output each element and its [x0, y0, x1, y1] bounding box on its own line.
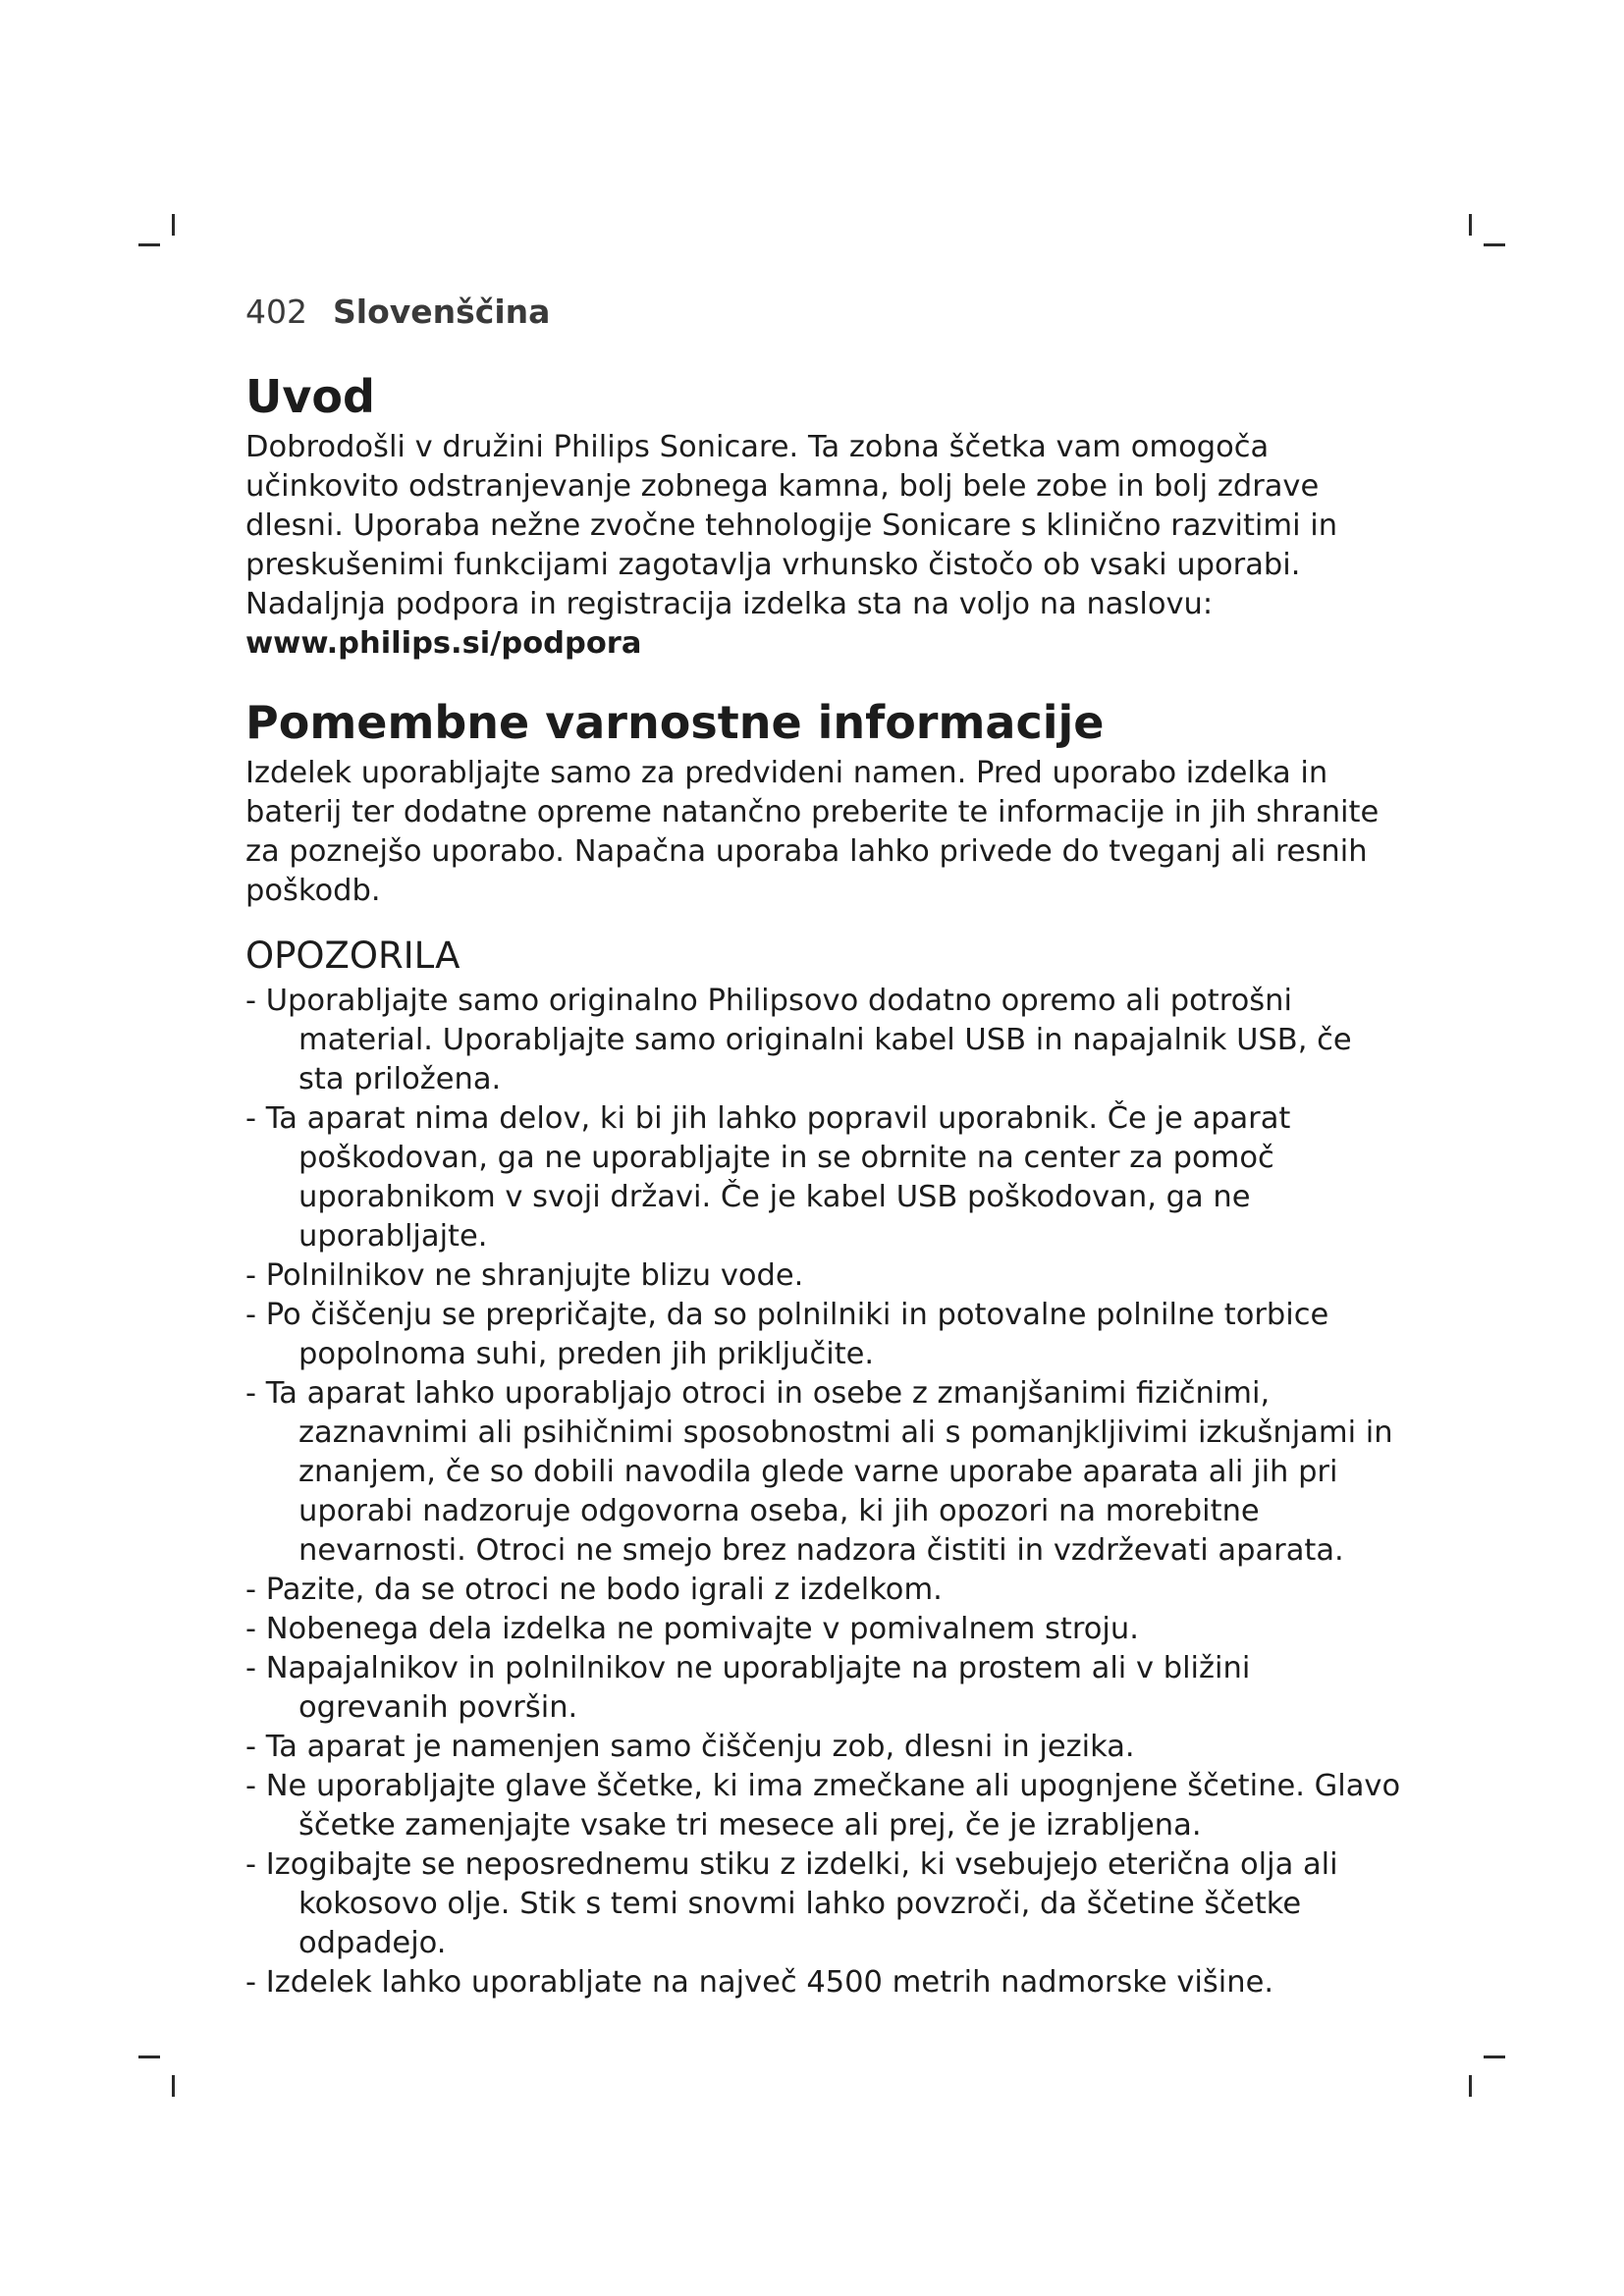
warnings-heading: OPOZORILA: [245, 934, 460, 977]
crop-mark: [138, 2056, 160, 2058]
list-item: - Ta aparat lahko uporabljajo otroci in osebe z zmanjšanimi fizičnimi, zaznavnimi ali psihičnimi sposobnostmi ali s pomanjkljivimi izkušnjami in znanjem, če so dobili navodila glede varne uporabe aparata ali jih pri uporabi nadzoruje odgovorna oseba, ki jih opozori na morebitne nevarnosti. Otroci ne smejo brez nadzora čistiti in vzdrževati aparata.: [245, 1376, 1393, 1568]
list-item: - Pazite, da se otroci ne bodo igrali z izdelkom.: [245, 1573, 943, 1607]
support-url[interactable]: www.philips.si/podpora: [245, 626, 642, 661]
warnings-section: [245, 931, 1404, 2002]
language-label: Slovenščina: [333, 293, 551, 331]
list-item: - Izdelek lahko uporabljate na največ 4500 metrih nadmorske višine.: [245, 1965, 1274, 2000]
list-item: - Napajalnikov in polnilnikov ne uporabljajte na prostem ali v bližini ogrevanih površin.: [245, 1651, 1251, 1725]
safety-text: Izdelek uporabljajte samo za predvideni namen. Pred uporabo izdelka in baterij ter dodatne opreme natančno preberite te informacije in jih shranite za poznejšo uporabo. Napačna uporaba lahko privede do tveganj ali resnih poškodb.: [245, 756, 1380, 908]
list-item: - Nobenega dela izdelka ne pomivajte v pomivalnem stroju.: [245, 1612, 1139, 1646]
crop-mark: [1469, 2075, 1472, 2097]
page-content: [245, 365, 1404, 2002]
intro-section: [245, 365, 1404, 664]
list-item: - Polnilnikov ne shranjujte blizu vode.: [245, 1258, 804, 1293]
page-header: [245, 293, 550, 332]
crop-mark: [1469, 214, 1472, 236]
crop-mark: [172, 214, 175, 236]
list-item: - Ne uporabljajte glave ščetke, ki ima zmečkane ali upognjene ščetine. Glavo ščetke zamenjajte vsake tri mesece ali prej, če je izrabljena.: [245, 1769, 1401, 1842]
list-item: - Ta aparat nima delov, ki bi jih lahko popravil uporabnik. Če je aparat poškodovan, ga ne uporabljajte in se obrnite na center za pomoč uporabnikom v svoji državi. Če je kabel USB poškodovan, ga ne uporabljajte.: [245, 1101, 1291, 1254]
crop-mark: [172, 2075, 175, 2097]
list-item: - Uporabljajte samo originalno Philipsovo dodatno opremo ali potrošni material. Uporabljajte samo originalni kabel USB in napajalnik USB, če sta priložena.: [245, 984, 1352, 1096]
intro-heading: Uvod: [245, 370, 375, 423]
warnings-list: [245, 982, 1404, 2002]
crop-mark: [1484, 2056, 1505, 2058]
list-item: - Ta aparat je namenjen samo čiščenju zob, dlesni in jezika.: [245, 1730, 1135, 1764]
list-item: - Po čiščenju se prepričajte, da so polnilniki in potovalne polnilne torbice popolnoma suhi, preden jih priključite.: [245, 1298, 1329, 1371]
page-number: 402: [245, 293, 307, 331]
safety-section: [245, 691, 1404, 911]
crop-mark: [1484, 243, 1505, 246]
intro-text: Dobrodošli v družini Philips Sonicare. Ta zobna ščetka vam omogoča učinkovito odstranjevanje zobnega kamna, bolj bele zobe in bolj zdrave dlesni. Uporaba nežne zvočne tehnologije Sonicare s klinično razvitimi in preskušenimi funkcijami zagotavlja vrhunsko čistočo ob vsaki uporabi. Nadaljnja podpora in registracija izdelka sta na voljo na naslovu:: [245, 430, 1338, 621]
list-item: - Izogibajte se neposrednemu stiku z izdelki, ki vsebujejo eterična olja ali kokosovo olje. Stik s temi snovmi lahko povzroči, da ščetine ščetke odpadejo.: [245, 1847, 1338, 1960]
crop-mark: [138, 243, 160, 246]
safety-heading: Pomembne varnostne informacije: [245, 696, 1105, 749]
